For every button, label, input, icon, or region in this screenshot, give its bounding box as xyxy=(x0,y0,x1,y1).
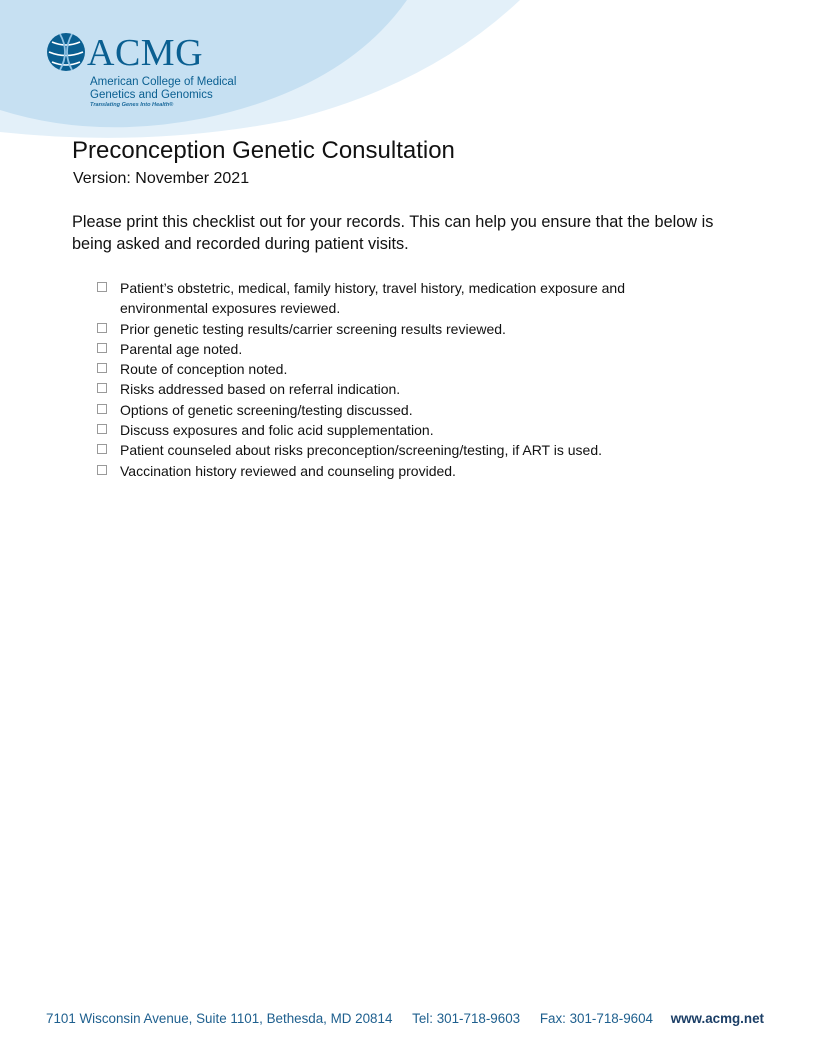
acmg-logo xyxy=(46,32,246,114)
checklist-item xyxy=(97,400,697,420)
checkbox[interactable] xyxy=(97,424,107,434)
footer-telephone: Tel: 301-718-9603 xyxy=(412,1011,521,1026)
checklist-item-label: Patient counseled about risks preconception/screening/testing, if ART is used. xyxy=(120,442,602,459)
footer-fax: Fax: 301-718-9604 xyxy=(539,1011,653,1026)
logo-tagline: Translating Genes Into Health® xyxy=(90,102,174,108)
checklist-item-label: Discuss exposures and folic acid supplementation. xyxy=(120,422,434,439)
checklist-item xyxy=(97,461,697,481)
footer-address: 7101 Wisconsin Avenue, Suite 1101, Bethesda, MD 20814 xyxy=(46,1011,393,1026)
checkbox[interactable] xyxy=(97,465,107,475)
checklist-item-label: Prior genetic testing results/carrier screening results reviewed. xyxy=(120,320,506,337)
logo-wordmark: ACMG xyxy=(87,32,204,74)
checklist-item-label: Risks addressed based on referral indication. xyxy=(120,381,401,398)
checklist-item xyxy=(97,339,697,359)
logo-org-line-2: Genetics and Genomics xyxy=(90,88,213,101)
checklist-item xyxy=(97,440,697,460)
intro-paragraph: Please print this checklist out for your records. This can help you ensure that the below is being asked and recorded during patient visits. xyxy=(72,213,714,253)
checklist-item-label: Patient’s obstetric, medical, family history, travel history, medication exposure and environmental exposures reviewed. xyxy=(120,280,625,317)
checklist-item xyxy=(97,420,697,440)
checklist-item xyxy=(97,359,697,379)
page-title: Preconception Genetic Consultation xyxy=(72,137,455,164)
checkbox[interactable] xyxy=(97,282,107,292)
checklist-item xyxy=(97,379,697,399)
checklist-item-label: Route of conception noted. xyxy=(120,361,288,378)
consultation-checklist xyxy=(97,278,697,481)
document-version: Version: November 2021 xyxy=(73,170,250,187)
checkbox[interactable] xyxy=(97,343,107,353)
checklist-item xyxy=(97,278,697,319)
footer-website-link[interactable]: www.acmg.net xyxy=(670,1011,764,1026)
checkbox[interactable] xyxy=(97,323,107,333)
checklist-item-label: Parental age noted. xyxy=(120,340,243,357)
page-footer xyxy=(46,1011,786,1026)
checkbox[interactable] xyxy=(97,404,107,414)
checklist-item-label: Vaccination history reviewed and counseling provided. xyxy=(120,462,456,479)
checkbox[interactable] xyxy=(97,383,107,393)
logo-org-line-1: American College of Medical xyxy=(90,76,237,88)
checklist-item xyxy=(97,319,697,339)
checklist-item-label: Options of genetic screening/testing discussed. xyxy=(120,401,413,418)
dna-globe-icon xyxy=(46,32,86,72)
checkbox[interactable] xyxy=(97,363,107,373)
checkbox[interactable] xyxy=(97,444,107,454)
logo-organization-name xyxy=(90,76,270,101)
